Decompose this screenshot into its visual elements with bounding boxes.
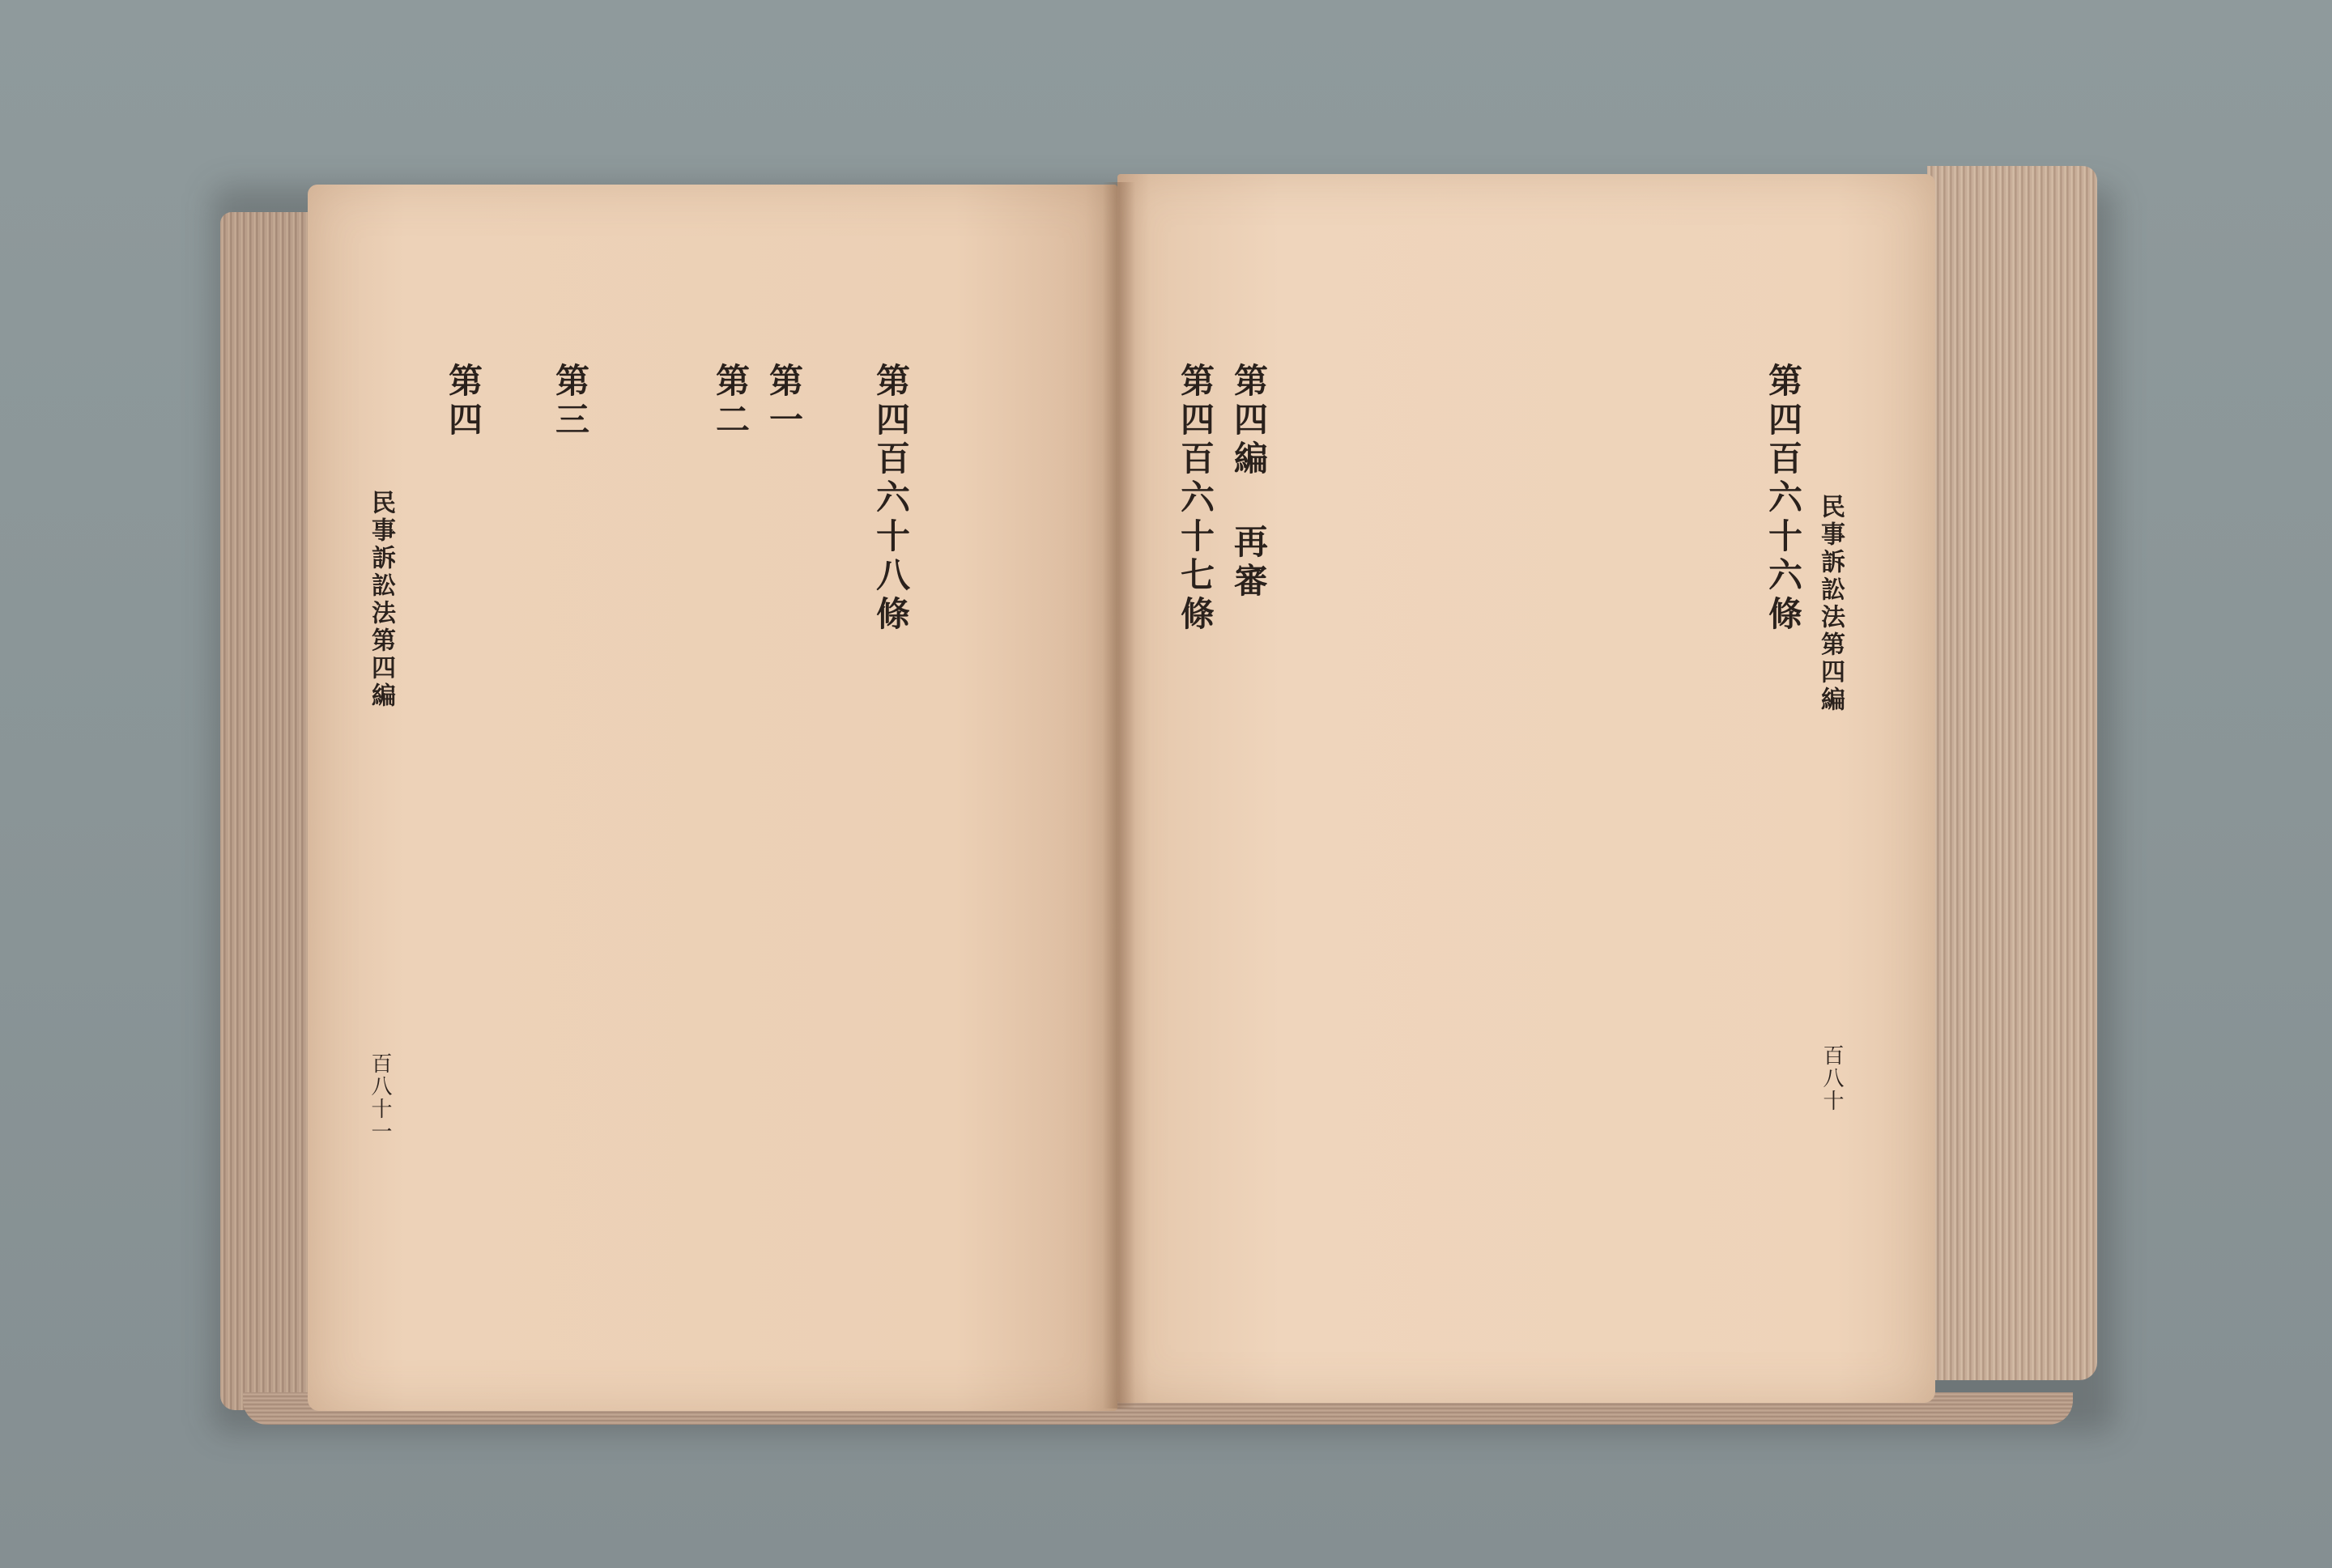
right-running-header: 民事訴訟法第四編 xyxy=(1816,494,1845,714)
left-page-line: 第四 xyxy=(444,363,483,440)
left-page-edges xyxy=(220,212,316,1410)
left-page-line: 第三 xyxy=(551,363,590,440)
right-page-line: 第四百六十六條 xyxy=(1764,363,1803,635)
right-page-line: 第四百六十七條 xyxy=(1176,363,1215,635)
right-page-line: 第四編 再審 xyxy=(1229,363,1269,601)
right-page-number: 百八十 xyxy=(1819,1044,1844,1112)
left-page-line: 第一 xyxy=(764,363,804,440)
right-page xyxy=(1117,174,1935,1403)
right-page-edges xyxy=(1927,166,2097,1380)
book-gutter xyxy=(1103,182,1135,1409)
left-page-line: 第四百六十八條 xyxy=(871,363,911,635)
left-page-number: 百八十一 xyxy=(368,1052,392,1143)
left-running-header: 民事訴訟法第四編 xyxy=(367,490,395,710)
left-page-line: 第二 xyxy=(711,363,751,440)
